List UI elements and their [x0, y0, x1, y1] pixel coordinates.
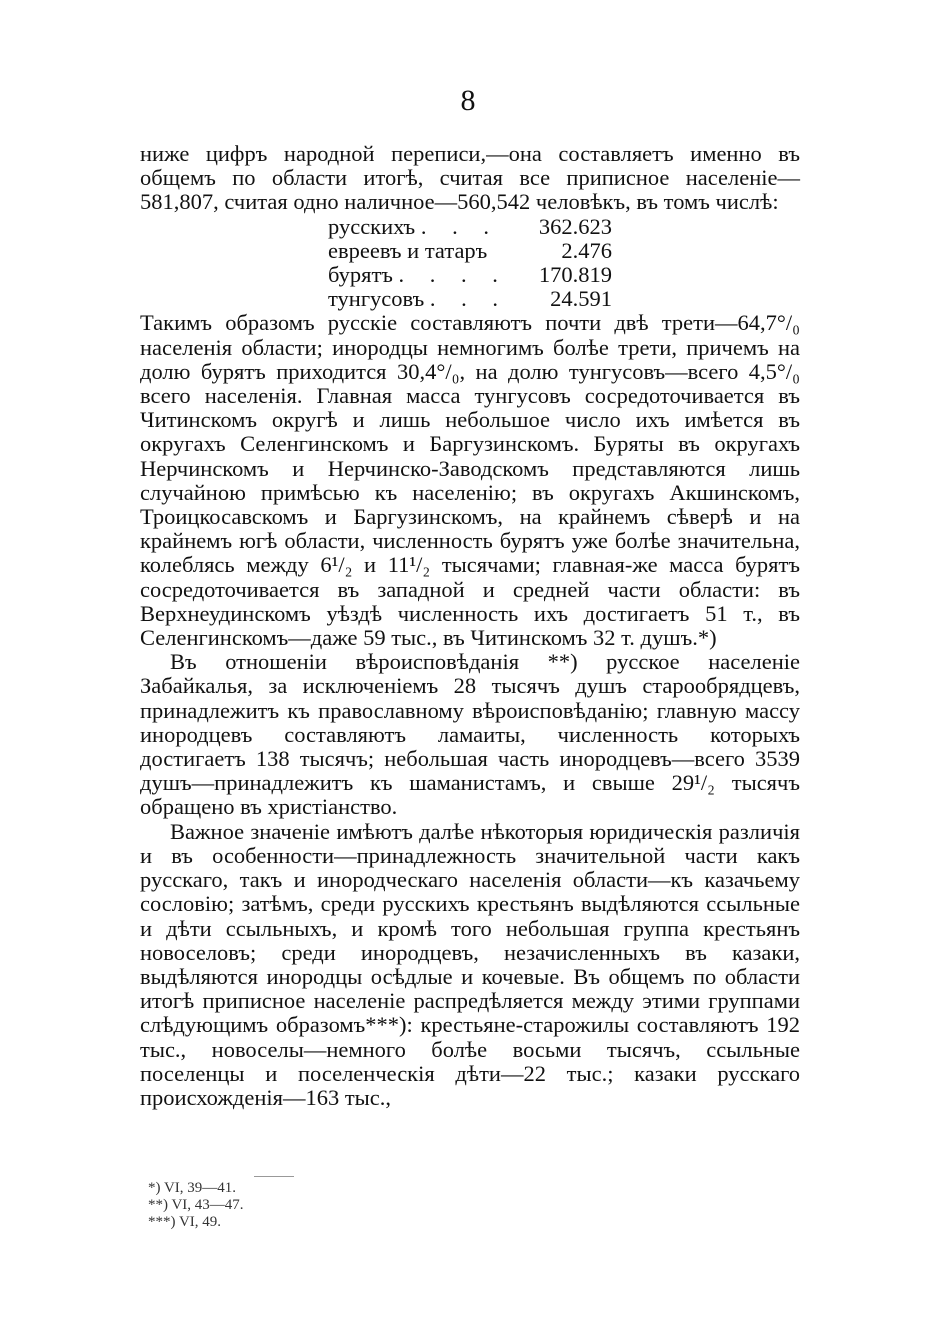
body-text: [140, 142, 800, 1110]
table-group-label: тунгусовъ: [328, 286, 425, 312]
table-group-label: бурятъ: [328, 262, 393, 288]
footnote: *) VI, 39—41.: [148, 1180, 237, 1196]
table-group-label: русскихъ: [328, 213, 416, 239]
footnote: **) VI, 43—47.: [148, 1197, 244, 1213]
table-row: [328, 215, 612, 239]
footnote-rule: [254, 1176, 294, 1177]
footnote: ***) VI, 49.: [148, 1214, 222, 1230]
table-value: 2.476: [561, 237, 612, 263]
table-dots: . . .: [420, 213, 499, 239]
paragraph-ethnic: Такимъ образомъ русскіе составляютъ почти двѣ трети—64,7°/₀ населенія области; инородцы немногимъ болѣе трети, причемъ на долю бурятъ приходится 30,4°/₀, на долю тунгусовъ—всего 4,5°/₀ всего населенія. Главная масса тунгусовъ сосредоточивается въ Читинскомъ округѣ и лишь небольшое число ихъ имѣется въ округахъ Селенгинскомъ и Баргузинскомъ. Буряты въ округахъ Нерчинскомъ и Нерчинско-Заводскомъ представляются лишь случайною примѣсью къ населенію; въ округахъ Акшинскомъ, Троицкосавскомъ и Баргузинскомъ, на крайнемъ сѣверѣ и на крайнемъ югѣ области, численность бурятъ уже болѣе значительна, колеблясь между 6¹/₂ и 11¹/₂ тысячами; главная-же масса бурятъ сосредоточивается въ западной и средней части области: въ Верхнеудинскомъ уѣздѣ численность ихъ достигаетъ 51 т., въ Селенгинскомъ—даже 59 тыс., въ Читинскомъ 32 т. душъ.*): [140, 310, 800, 651]
paragraph-intro: ниже цифръ народной переписи,—она составляетъ именно въ общемъ по области итогѣ, считая все приписное населеніе—581,807, считая одно наличное—560,542 человѣкъ, въ томъ числѣ:: [140, 141, 800, 215]
paragraph-legal: Важное значеніе имѣютъ далѣе нѣкоторыя юридическія различія и въ особенности—принадлежность значительной части какъ русскаго, такъ и инородческаго населенія области—къ казачьему сословію; затѣмъ, среди русскихъ крестьянъ выдѣляются ссыльные и дѣти ссыльныхъ, и кромѣ того небольшая группа крестьянъ новоселовъ; среди инородцевъ, незачисленныхъ въ казаки, выдѣляются инородцы осѣдлые и кочевые. Въ общемъ по области итогѣ приписное населеніе распредѣляется между этими группами слѣдующимъ образомъ***): крестьяне-старожилы составляютъ 192 тыс., новоселы—немного болѣе восьми тысячъ, ссыльные поселенцы и поселенческія дѣти—22 тыс.; казаки русскаго происхожденія—163 тыс.,: [140, 818, 800, 1110]
table-row: [328, 287, 612, 311]
table-dots: . . . .: [398, 262, 508, 288]
table-group-label: евреевъ и татаръ: [328, 237, 488, 263]
table-value: 24.591: [550, 286, 612, 312]
footnotes: [148, 1180, 244, 1231]
table-row: [328, 263, 612, 287]
paragraph-religion: Въ отношеніи вѣроисповѣданія **) русское населеніе Забайкалья, за исключеніемъ 28 тысячъ душъ старообрядцевъ, принадлежитъ къ православному вѣроисповѣданію; главную массу инородцевъ составляютъ ламаиты, численность которыхъ достигаетъ 138 тысячъ; небольшая часть инородцевъ—всего 3539 душъ—принадлежитъ къ шаманистамъ, и свыше 29¹/₂ тысячъ обращено въ христіанство.: [140, 649, 800, 820]
page-number: 8: [460, 84, 476, 117]
population-table: [328, 215, 612, 312]
table-value: 362.623: [538, 213, 612, 239]
table-dots: . . .: [429, 286, 508, 312]
table-value: 170.819: [538, 262, 612, 288]
table-row: [328, 239, 612, 263]
